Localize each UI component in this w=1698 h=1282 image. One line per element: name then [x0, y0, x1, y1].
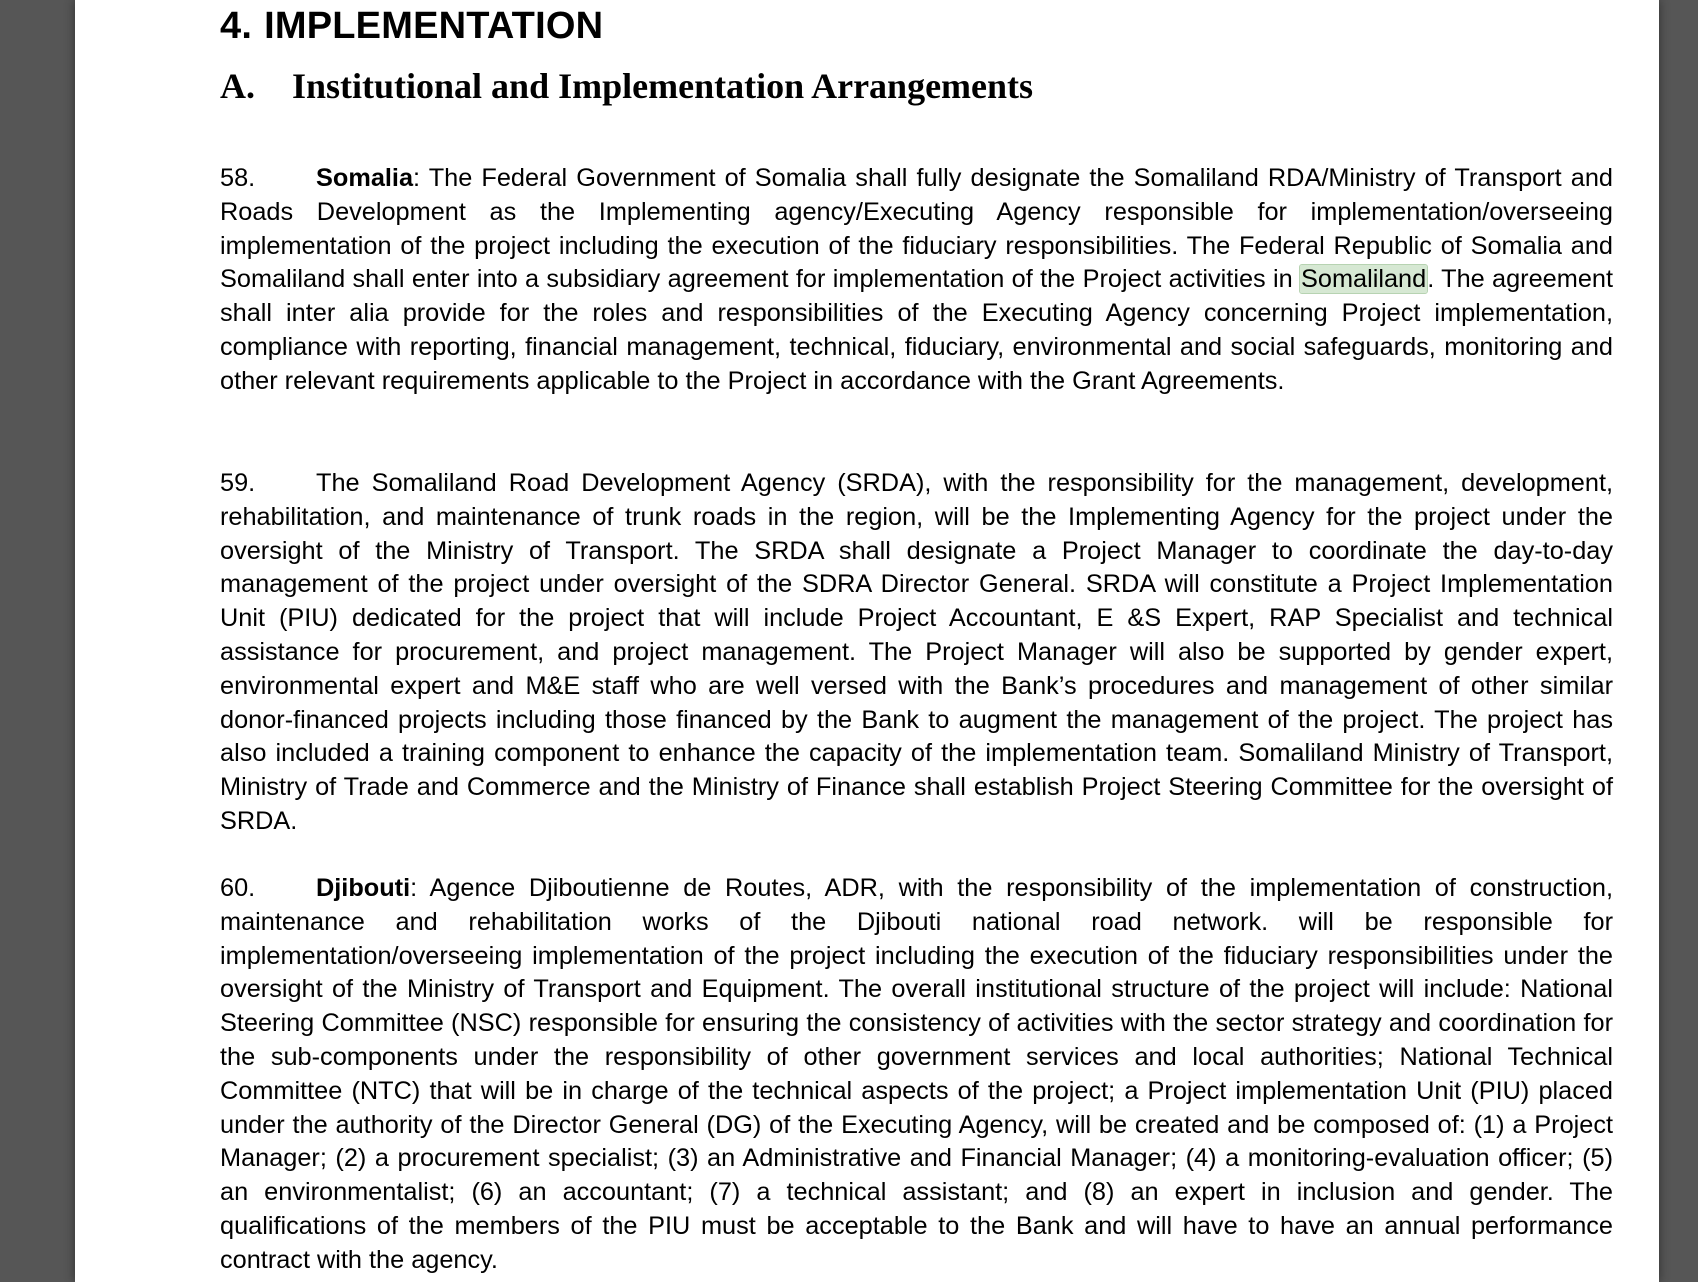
- subsection-title: Institutional and Implementation Arrangements: [292, 66, 1034, 106]
- section-heading: [220, 5, 603, 48]
- paragraph-number: 58.: [220, 164, 256, 192]
- paragraph-lead: Somalia: [316, 164, 414, 192]
- paragraph-text: : The Federal Government of Somalia shall fully designate the Somaliland RDA/Ministry of Transport and Roads Development as the Implementing agency/Executing Agency responsible for implementation/overseeing implementation of the project including the execution of the fiduciary responsibilities. The Federal Republic of Somalia and Somaliland shall enter into a subsidiary agreement for implementation of the Project activities in: [220, 164, 1613, 294]
- paragraph-58: [220, 162, 1613, 399]
- section-number: 4.: [220, 5, 253, 47]
- document-page: [75, 0, 1659, 1282]
- subsection-number: A.: [220, 66, 255, 106]
- paragraph-lead: Djibouti: [316, 874, 411, 902]
- section-title: IMPLEMENTATION: [264, 5, 604, 47]
- paragraph-text-continued: . The agreement shall inter alia provide for the roles and responsibilities of the Executing Agency concerning Project implementation, compliance with reporting, financial management, technical, fiduciary, environmental and social safeguards, monitoring and other relevant requirements applicable to the Project in accordance with the Grant Agreements.: [220, 265, 1613, 395]
- paragraph-60: [220, 872, 1613, 1278]
- paragraph-text: The Somaliland Road Development Agency (SRDA), with the responsibility for the management, development, rehabilitation, and maintenance of trunk roads in the region, will be the Implementing Agency for the project under the oversight of the Ministry of Transport. The SRDA shall designate a Project Manager to coordinate the day-to-day management of the project under oversight of the SDRA Director General. SRDA will constitute a Project Implementation Unit (PIU) dedicated for the project that will include Project Accountant, E &S Expert, RAP Specialist and technical assistance for procurement, and project management. The Project Manager will also be supported by gender expert, environmental expert and M&E staff who are well versed with the Bank’s procedures and management of other similar donor-financed projects including those financed by the Bank to augment the management of the project. The project has also included a training component to enhance the capacity of the implementation team. Somaliland Ministry of Transport, Ministry of Trade and Commerce and the Ministry of Finance shall establish Project Steering Committee for the oversight of SRDA.: [220, 469, 1613, 835]
- search-highlight[interactable]: Somaliland: [1301, 265, 1427, 294]
- subsection-heading: [220, 65, 1033, 107]
- paragraph-number: 60.: [220, 874, 256, 902]
- paragraph-text: : Agence Djiboutienne de Routes, ADR, with the responsibility of the implementation of construction, maintenance and rehabilitation works of the Djibouti national road network. will be responsible for implementation/overseeing implementation of the project including the execution of the fiduciary responsibilities under the oversight of the Ministry of Transport and Equipment. The overall institutional structure of the project will include: National Steering Committee (NSC) responsible for ensuring the consistency of activities with the sector strategy and coordination for the sub-components under the responsibility of other government services and local authorities; National Technical Committee (NTC) that will be in charge of the technical aspects of the project; a Project implementation Unit (PIU) placed under the authority of the Director General (DG) of the Executing Agency, will be created and be composed of: (1) a Project Manager; (2) a procurement specialist; (3) an Administrative and Financial Manager; (4) a monitoring-evaluation officer; (5) an environmentalist; (6) an accountant; (7) a technical assistant; and (8) an expert in inclusion and gender. The qualifications of the members of the PIU must be acceptable to the Bank and will have to have an annual performance contract with the agency.: [220, 874, 1613, 1274]
- paragraph-59: [220, 467, 1613, 839]
- paragraph-number: 59.: [220, 469, 256, 497]
